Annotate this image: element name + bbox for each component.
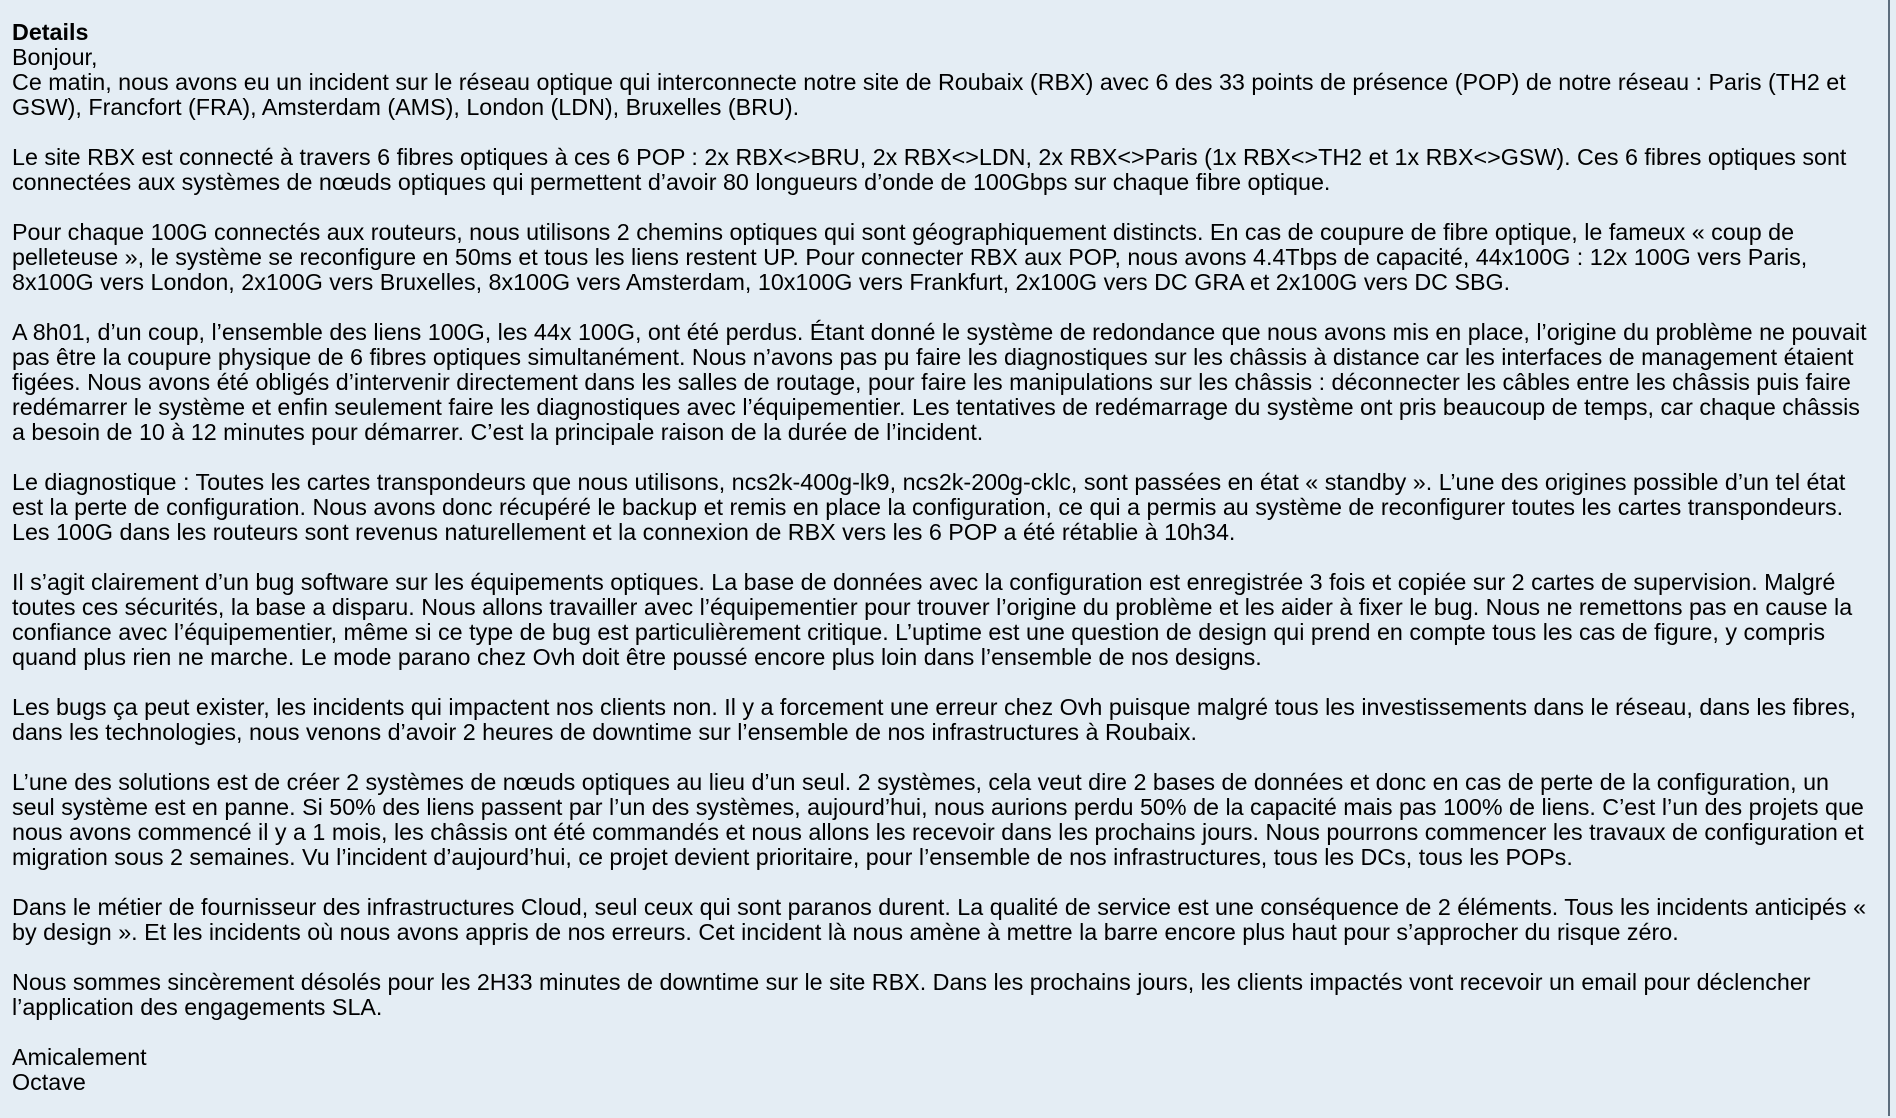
paragraph-7: Les bugs ça peut exister, les incidents qui impactent nos clients non. Il y a forcement une erreur chez Ovh puisque malgré tous les investissements dans le réseau, dans les fibres, dans les technologies, nous venons d’avoir 2 heures de downtime sur l’ensemble de nos infrastructures à Roubaix. [12, 694, 1857, 745]
paragraph-2: Le site RBX est connecté à travers 6 fibres optiques à ces 6 POP : 2x RBX<>BRU, 2x RBX<>LDN, 2x RBX<>Paris (1x RBX<>TH2 et 1x RBX<>GSW). Ces 6 fibres optiques sont connectées aux systèmes de nœuds optiques qui permettent d’avoir 80 longueurs d’onde de 100Gbps sur chaque fibre optique. [12, 144, 1847, 195]
signature: Octave [12, 1069, 86, 1095]
paragraph-6: Il s’agit clairement d’un bug software sur les équipements optiques. La base de données avec la configuration est enregistrée 3 fois et copiée sur 2 cartes de supervision. Malgré toutes ces sécurités, la base a disparu. Nous allons travailler avec l’équipementier pour trouver l’origine du problème et les aider à fixer le bug. Nous ne remettons pas en cause la confiance avec l’équipementier, même si ce type de bug est particulièrement critique. L’uptime est une question de design qui prend en compte tous les cas de figure, y compris quand plus rien ne marche. Le mode parano chez Ovh doit être poussé encore plus loin dans l’ensemble de nos designs. [12, 569, 1853, 670]
paragraph-9: Dans le métier de fournisseur des infrastructures Cloud, seul ceux qui sont paranos durent. La qualité de service est une conséquence de 2 éléments. Tous les incidents anticipés « by design ». Et les incidents où nous avons appris de nos erreurs. Cet incident là nous amène à mettre la barre encore plus haut pour s’approcher du risque zéro. [12, 894, 1867, 945]
paragraph-5: Le diagnostique : Toutes les cartes transpondeurs que nous utilisons, ncs2k-400g-lk9, ncs2k-200g-cklc, sont passées en état « standby ». L’une des origines possible d’un tel état est la perte de configuration. Nous avons donc récupéré le backup et remis en place la configuration, ce qui a permis au système de reconfigurer toutes les cartes transpondeurs. Les 100G dans les routeurs sont revenus naturellement et la connexion de RBX vers les 6 POP a été rétablie à 10h34. [12, 469, 1846, 545]
closing: Amicalement [12, 1044, 147, 1070]
greeting: Bonjour, [12, 44, 98, 70]
paragraph-8: L’une des solutions est de créer 2 systèmes de nœuds optiques au lieu d’un seul. 2 systèmes, cela veut dire 2 bases de données et donc en cas de perte de la configuration, un seul système est en panne. Si 50% des liens passent par l’un des systèmes, aujourd’hui, nous aurions perdu 50% de la capacité mais pas 100% de liens. C’est l’un des projets que nous avons commencé il y a 1 mois, les châssis ont été commandés et nous allons les recevoir dans les prochains jours. Nous pourrons commencer les travaux de configuration et migration sous 2 semaines. Vu l’incident d’aujourd’hui, ce projet devient prioritaire, pour l’ensemble de nos infrastructures, tous les DCs, tous les POPs. [12, 769, 1864, 870]
paragraph-10: Nous sommes sincèrement désolés pour les 2H33 minutes de downtime sur le site RBX. Dans les prochains jours, les clients impactés vont recevoir un email pour déclencher l’application des engagements SLA. [12, 969, 1811, 1020]
paragraph-3: Pour chaque 100G connectés aux routeurs, nous utilisons 2 chemins optiques qui sont géographiquement distincts. En cas de coupure de fibre optique, le fameux « coup de pelleteuse », le système se reconfigure en 50ms et tous les liens restent UP. Pour connecter RBX aux POP, nous avons 4.4Tbps de capacité, 44x100G : 12x 100G vers Paris, 8x100G vers London, 2x100G vers Bruxelles, 8x100G vers Amsterdam, 10x100G vers Frankfurt, 2x100G vers DC GRA et 2x100G vers DC SBG. [12, 219, 1808, 295]
details-heading: Details [12, 19, 89, 45]
paragraph-4: A 8h01, d’un coup, l’ensemble des liens 100G, les 44x 100G, ont été perdus. Étant donné le système de redondance que nous avons mis en place, l’origine du problème ne pouvait pas être la coupure physique de 6 fibres optiques simultanément. Nous n’avons pas pu faire les diagnostiques sur les châssis à distance car les interfaces de management étaient figées. Nous avons été obligés d’intervenir directement dans les salles de routage, pour faire les manipulations sur les châssis : déconnecter les câbles entre les châssis puis faire redémarrer le système et enfin seulement faire les diagnostiques avec l’équipementier. Les tentatives de redémarrage du système ont pris beaucoup de temps, car chaque châssis a besoin de 10 à 12 minutes pour démarrer. C’est la principale raison de la durée de l’incident. [12, 319, 1867, 445]
paragraph-1: Ce matin, nous avons eu un incident sur le réseau optique qui interconnecte notre site de Roubaix (RBX) avec 6 des 33 points de présence (POP) de notre réseau : Paris (TH2 et GSW), Francfort (FRA), Amsterdam (AMS), London (LDN), Bruxelles (BRU). [12, 69, 1846, 120]
